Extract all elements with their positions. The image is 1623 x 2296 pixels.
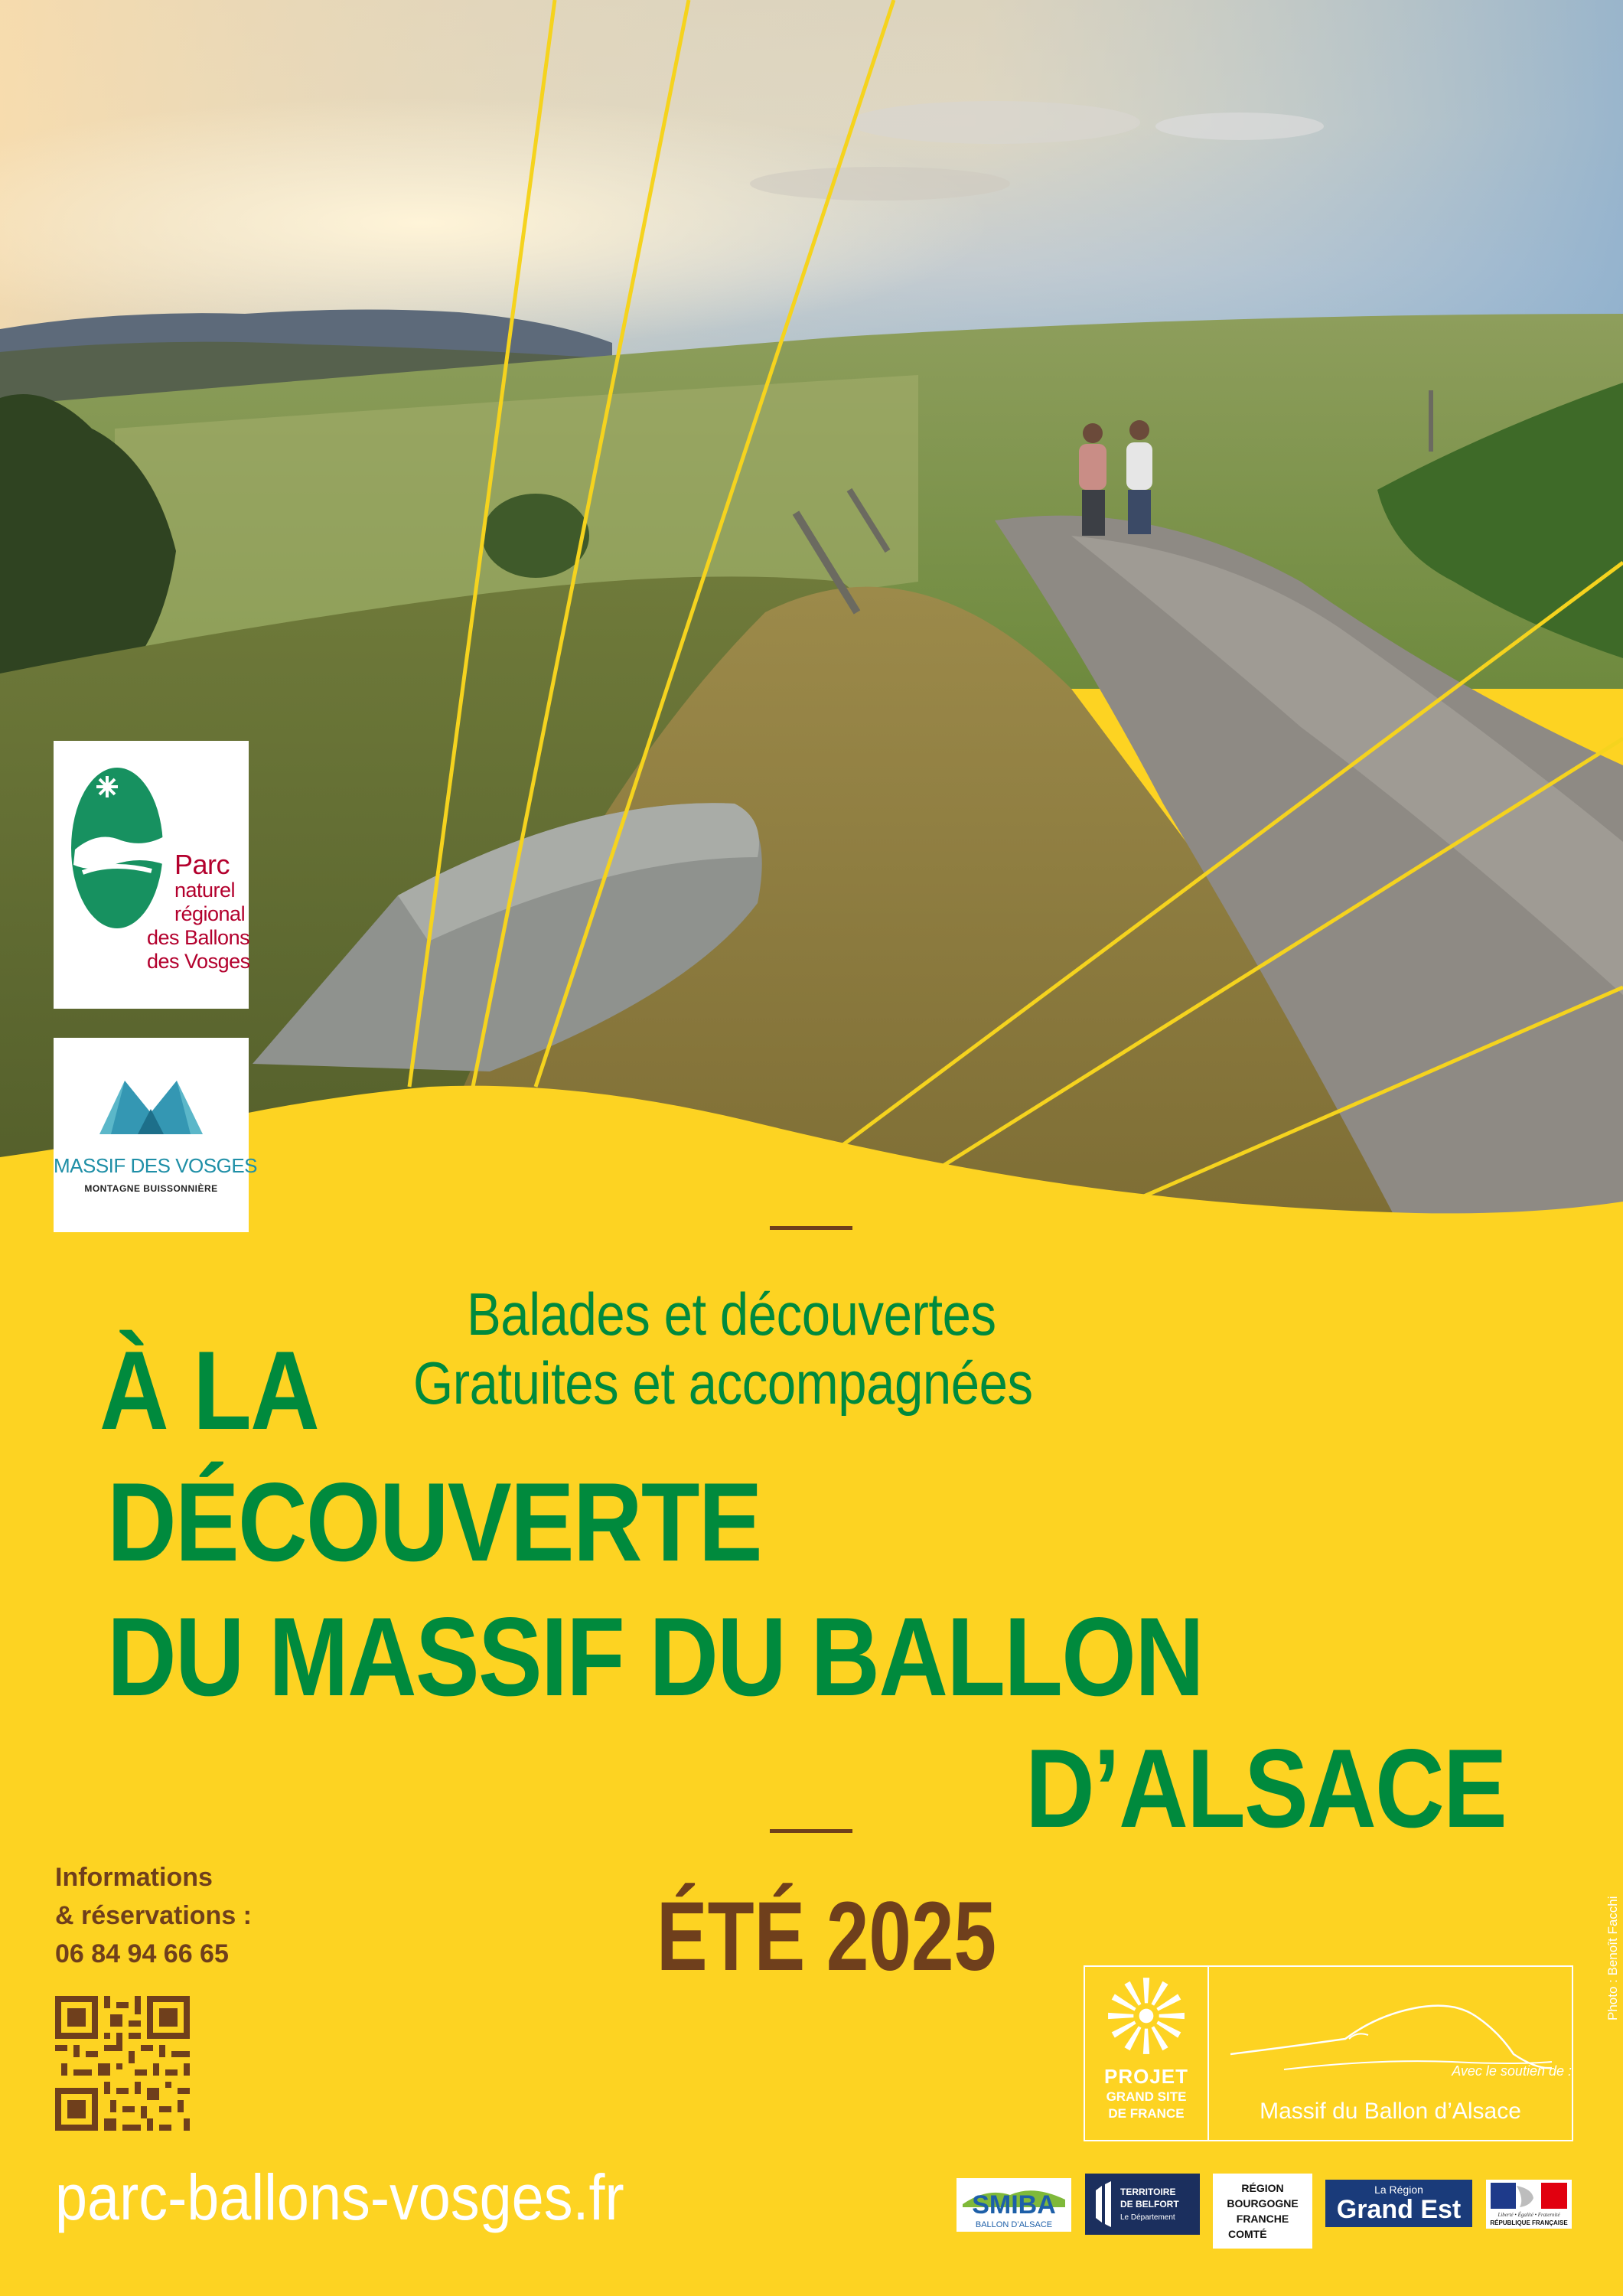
parc-logo-line3: régional	[174, 902, 246, 925]
grand-site-projet: PROJET	[1103, 2065, 1189, 2088]
parc-logo-line5: des Vosges	[147, 950, 250, 973]
parc-logo-text	[147, 849, 250, 974]
subtitle-line2: Gratuites et accompagnées	[413, 1349, 1033, 1417]
belfort-logo-icon	[1085, 2174, 1200, 2235]
partner-bfc-logo[interactable]	[1213, 2174, 1312, 2249]
belfort-line2: DE BELFORT	[1120, 2199, 1179, 2210]
parc-emblem-icon	[67, 758, 182, 934]
bfc-line3: FRANCHE	[1236, 2213, 1289, 2225]
qr-code[interactable]	[55, 1996, 190, 2131]
parc-logo-line4: des Ballons	[147, 926, 250, 949]
website-link[interactable]: parc-ballons-vosges.fr	[55, 2161, 624, 2233]
parc-logo-line2: naturel	[174, 879, 236, 902]
grandest-top: La Région	[1374, 2183, 1423, 2196]
grand-site-label	[1084, 1965, 1573, 2141]
mountain-m-icon	[96, 1075, 207, 1136]
bfc-line4: COMTÉ	[1228, 2228, 1267, 2240]
massif-logo-name: MASSIF DES VOSGES	[54, 1154, 258, 1177]
parc-logo-line1: Parc	[174, 849, 230, 880]
republique-motto: Liberté • Égalité • Fraternité	[1498, 2212, 1560, 2218]
belfort-line1: TERRITOIRE	[1120, 2187, 1176, 2197]
republique-name: RÉPUBLIQUE FRANÇAISE	[1490, 2219, 1568, 2226]
smiba-name: SMIBA	[972, 2190, 1056, 2219]
marianne-logo-icon	[1486, 2180, 1572, 2229]
grandest-logo-icon	[1325, 2180, 1472, 2227]
smiba-sub: BALLON D’ALSACE	[975, 2220, 1053, 2229]
grand-site-label-line1: GRAND SITE	[1106, 2089, 1187, 2104]
belfort-line3: Le Département	[1120, 2213, 1175, 2222]
phone-number[interactable]: 06 84 94 66 65	[55, 1939, 229, 1968]
massif-des-vosges-logo[interactable]	[54, 1038, 258, 1232]
title-line3: DU MASSIF DU BALLON	[107, 1594, 1204, 1719]
bfc-line1: RÉGION	[1241, 2182, 1284, 2194]
season-label: ÉTÉ 2025	[657, 1882, 997, 1991]
subtitle-line1: Balades et découvertes	[467, 1280, 996, 1348]
partner-smiba-logo[interactable]	[957, 2174, 1071, 2235]
grandest-name: Grand Est	[1336, 2195, 1462, 2224]
title-line4: D’ALSACE	[1025, 1726, 1507, 1851]
bfc-line2: BOURGOGNE	[1227, 2197, 1299, 2210]
parc-naturel-logo[interactable]	[54, 741, 249, 1009]
partner-grandest-logo[interactable]	[1325, 2180, 1472, 2227]
grand-site-name: Massif du Ballon d’Alsace	[1260, 2099, 1521, 2124]
partner-belfort-logo[interactable]	[1085, 2174, 1200, 2235]
title-line1: À LA	[99, 1328, 319, 1453]
top-dash	[770, 1226, 852, 1230]
sun-burst-icon	[1106, 1976, 1186, 2056]
support-label: Avec le soutien de :	[1452, 2063, 1572, 2079]
title-line2: DÉCOUVERTE	[107, 1459, 761, 1584]
bfc-logo-icon	[1213, 2174, 1312, 2249]
smiba-logo-icon	[957, 2174, 1071, 2235]
info-label-line1: Informations	[55, 1863, 213, 1892]
info-label-line2: & réservations :	[55, 1901, 252, 1930]
partner-republique-logo[interactable]	[1486, 2180, 1572, 2229]
bottom-dash	[770, 1829, 852, 1833]
grand-site-label-line2: DE FRANCE	[1108, 2106, 1185, 2121]
massif-logo-tagline: MONTAGNE BUISSONNIÈRE	[84, 1183, 218, 1194]
photo-credit: Photo : Benoît Facchi	[1605, 1896, 1620, 2020]
